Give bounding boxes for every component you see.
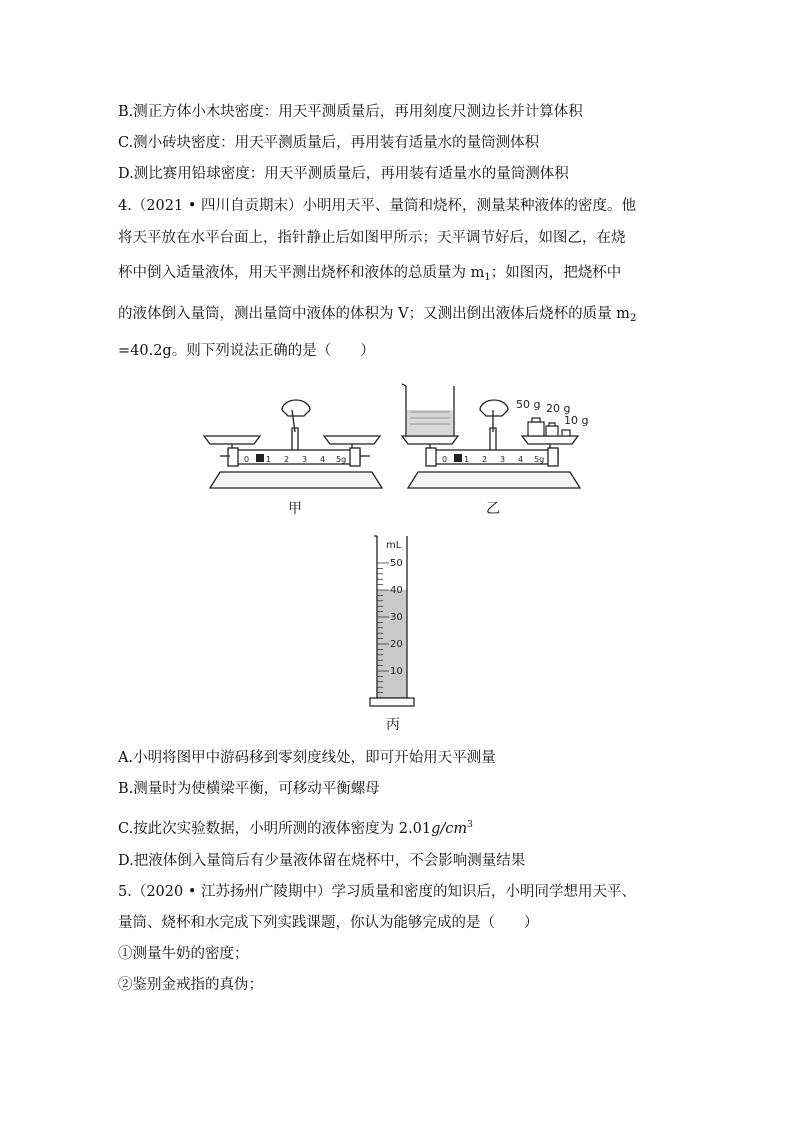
tick-label-4-yi: 4	[518, 455, 524, 464]
option-b2-line: B.测量时为使横梁平衡，可移动平衡螺母	[118, 781, 380, 797]
balance-figure-yi	[396, 382, 596, 492]
cylinder-label-10: 10	[390, 666, 403, 677]
cylinder-label-50: 50	[390, 558, 403, 569]
item-2-line: ②鉴别金戒指的真伪；	[118, 977, 263, 993]
question-4-line-1: 4.（2021 • 四川自贡期末）小明用天平、量筒和烧杯，测量某种液体的密度。他	[118, 198, 637, 214]
rider-mark	[256, 454, 264, 462]
tick-label-3-yi: 3	[500, 455, 506, 464]
option-c-line: C.测小砖块密度：用天平测质量后，再用装有适量水的量筒测体积	[118, 135, 540, 151]
question-5-line-1: 5.（2020 • 江苏扬州广陵期中）学习质量和密度的知识后，小明同学想用天平、	[118, 884, 637, 900]
cylinder-label-40: 40	[390, 585, 403, 596]
tick-label-5g: 5g	[336, 455, 347, 464]
tick-label-1-yi: 1	[464, 455, 470, 464]
option-d-line: D.测比赛用铅球密度：用天平测质量后，再用装有适量水的量筒测体积	[118, 166, 569, 182]
question-4-line-4	[118, 304, 636, 329]
tick-label-4: 4	[320, 455, 326, 464]
subscript-2: 2	[629, 313, 637, 324]
option-c2-text: C.按此次实验数据，小明所测的液体密度为 2.01	[118, 821, 432, 837]
item-1-line: ①测量牛奶的密度；	[118, 946, 249, 962]
tick-label-1: 1	[266, 455, 272, 464]
subscript-1: 1	[484, 272, 491, 283]
caption-jia: 甲	[288, 501, 302, 517]
option-a-line: A.小明将图甲中游码移到零刻度线处，即可开始用天平测量	[118, 750, 496, 766]
density-unit: g/cm	[431, 821, 468, 837]
tick-label-3: 3	[302, 455, 308, 464]
superscript-3: 3	[467, 820, 473, 830]
cylinder-unit-label: mL	[386, 540, 402, 551]
question-4-line-3	[118, 263, 621, 288]
rider-mark-yi	[454, 454, 462, 462]
tick-label-2-yi: 2	[482, 455, 488, 464]
beaker-liquid	[407, 410, 453, 435]
question-4-line-5: =40.2g。则下列说法正确的是（ ）	[118, 343, 375, 359]
caption-yi: 乙	[486, 501, 500, 517]
q4-line3-tail: ；如图丙，把烧杯中	[490, 265, 622, 281]
caption-bing: 丙	[386, 717, 400, 733]
weight-label-20g: 20 g	[546, 402, 571, 415]
weight-label-10g: 10 g	[564, 414, 589, 427]
question-5-line-2: 量筒、烧杯和水完成下列实践课题，你认为能够完成的是（ ）	[118, 915, 539, 931]
weight-label-50g: 50 g	[516, 398, 541, 411]
tick-label-2: 2	[284, 455, 290, 464]
q4-line4-text: 的液体倒入量筒，测出量筒中液体的体积为 V；又测出倒出液体后烧杯的质量 m	[118, 306, 630, 322]
option-b-line: B.测正方体小木块密度：用天平测质量后，再用刻度尺测边长并计算体积	[118, 104, 583, 120]
cylinder-label-30: 30	[390, 612, 403, 623]
graduated-cylinder-figure	[364, 530, 424, 710]
question-4-line-2: 将天平放在水平台面上，指针静止后如图甲所示；天平调节好后，如图乙，在烧	[118, 230, 626, 246]
option-d2-line: D.把液体倒入量筒后有少量液体留在烧杯中，不会影响测量结果	[118, 853, 526, 869]
q4-line3-text: 杯中倒入适量液体，用天平测出烧杯和液体的总质量为 m	[118, 265, 485, 281]
tick-label-5g-yi: 5g	[534, 455, 545, 464]
tick-label-0-yi: 0	[442, 455, 448, 464]
option-c2-line	[118, 815, 473, 839]
balance-figure-jia	[200, 392, 390, 492]
tick-label-0: 0	[244, 455, 250, 464]
cylinder-label-20: 20	[390, 639, 403, 650]
